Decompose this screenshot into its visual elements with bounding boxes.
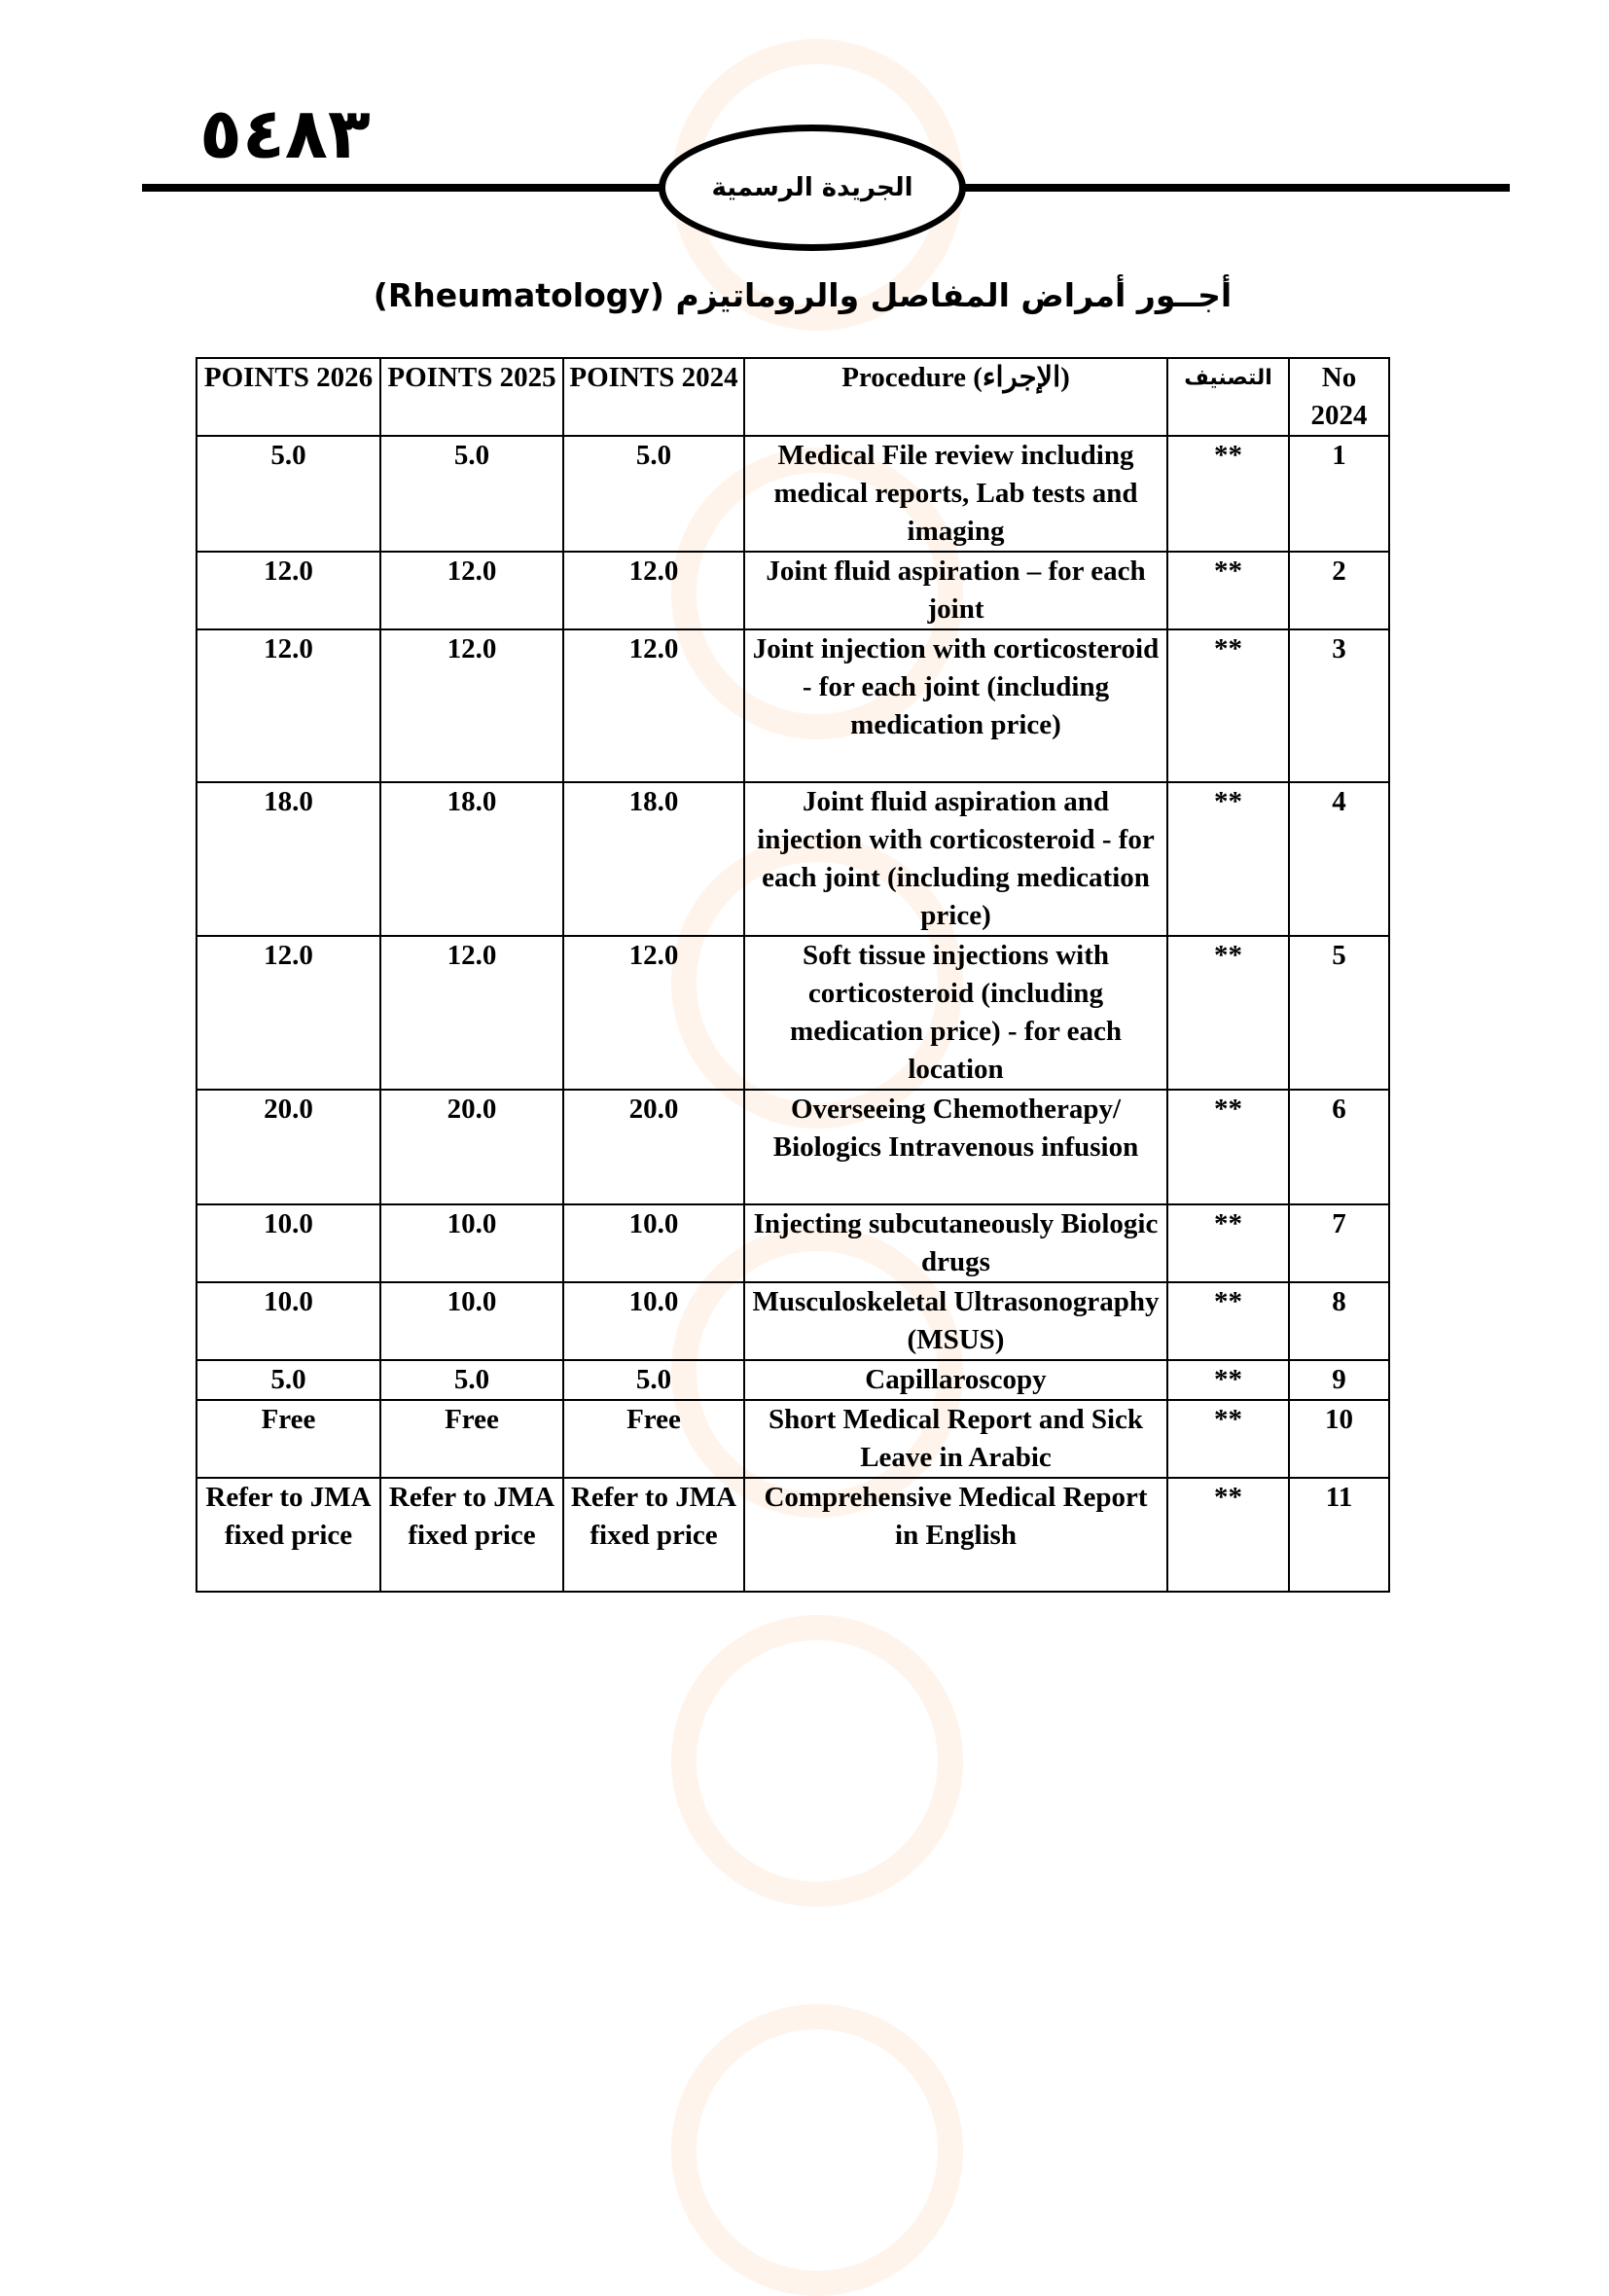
- points-2025-cell: 10.0: [380, 1204, 563, 1282]
- points-2024-cell: 5.0: [563, 1360, 744, 1400]
- watermark-clock: [671, 1615, 963, 1907]
- procedure-cell: Joint injection with corticosteroid - for each joint (including medication price): [744, 629, 1167, 782]
- page-number: ٥٤٨٣: [199, 92, 371, 174]
- publication-name: الجريدة الرسمية: [711, 173, 913, 202]
- points-2025-cell: 12.0: [380, 552, 563, 629]
- table-row: [197, 1360, 1389, 1400]
- header-classification: التصنيف: [1167, 358, 1289, 436]
- row-number-cell: 3: [1289, 629, 1389, 782]
- classification-cell: **: [1167, 1478, 1289, 1592]
- row-number-cell: 10: [1289, 1400, 1389, 1478]
- classification-cell: **: [1167, 1090, 1289, 1204]
- points-2024-cell: 5.0: [563, 436, 744, 552]
- points-2024-cell: Refer to JMA fixed price: [563, 1478, 744, 1592]
- points-2024-cell: 18.0: [563, 782, 744, 936]
- header-points-2024: POINTS 2024: [563, 358, 744, 436]
- classification-cell: **: [1167, 552, 1289, 629]
- points-2025-cell: 10.0: [380, 1282, 563, 1360]
- points-2024-cell: Free: [563, 1400, 744, 1478]
- classification-cell: **: [1167, 1282, 1289, 1360]
- points-2026-cell: 10.0: [197, 1282, 380, 1360]
- table-row: [197, 1282, 1389, 1360]
- points-2024-cell: 12.0: [563, 629, 744, 782]
- classification-cell: **: [1167, 629, 1289, 782]
- points-2025-cell: Free: [380, 1400, 563, 1478]
- procedure-cell: Overseeing Chemotherapy/ Biologics Intravenous infusion: [744, 1090, 1167, 1204]
- watermark-clock: [671, 2004, 963, 2296]
- points-2026-cell: 5.0: [197, 1360, 380, 1400]
- classification-cell: **: [1167, 1360, 1289, 1400]
- header-no: No 2024: [1289, 358, 1389, 436]
- row-number-cell: 7: [1289, 1204, 1389, 1282]
- classification-cell: **: [1167, 782, 1289, 936]
- procedure-cell: Injecting subcutaneously Biologic drugs: [744, 1204, 1167, 1282]
- points-2024-cell: 10.0: [563, 1282, 744, 1360]
- row-number-cell: 1: [1289, 436, 1389, 552]
- table-row: [197, 1204, 1389, 1282]
- procedure-cell: Joint fluid aspiration – for each joint: [744, 552, 1167, 629]
- fees-table: [196, 357, 1390, 1593]
- page-title: أجــور أمراض المفاصل والروماتيزم (Rheumatology): [373, 276, 1233, 314]
- classification-cell: **: [1167, 936, 1289, 1090]
- table-row: [197, 936, 1389, 1090]
- procedure-cell: Medical File review including medical reports, Lab tests and imaging: [744, 436, 1167, 552]
- points-2026-cell: 12.0: [197, 552, 380, 629]
- points-2024-cell: 12.0: [563, 936, 744, 1090]
- points-2025-cell: 18.0: [380, 782, 563, 936]
- row-number-cell: 11: [1289, 1478, 1389, 1592]
- points-2024-cell: 10.0: [563, 1204, 744, 1282]
- row-number-cell: 5: [1289, 936, 1389, 1090]
- row-number-cell: 6: [1289, 1090, 1389, 1204]
- procedure-cell: Short Medical Report and Sick Leave in Arabic: [744, 1400, 1167, 1478]
- points-2025-cell: 20.0: [380, 1090, 563, 1204]
- table-row: [197, 1090, 1389, 1204]
- procedure-cell: Musculoskeletal Ultrasonography (MSUS): [744, 1282, 1167, 1360]
- points-2025-cell: Refer to JMA fixed price: [380, 1478, 563, 1592]
- row-number-cell: 9: [1289, 1360, 1389, 1400]
- header-procedure: Procedure (الإجراء): [744, 358, 1167, 436]
- points-2025-cell: 12.0: [380, 936, 563, 1090]
- table-row: [197, 782, 1389, 936]
- points-2026-cell: 5.0: [197, 436, 380, 552]
- points-2026-cell: Refer to JMA fixed price: [197, 1478, 380, 1592]
- header-points-2025: POINTS 2025: [380, 358, 563, 436]
- points-2026-cell: 20.0: [197, 1090, 380, 1204]
- points-2024-cell: 12.0: [563, 552, 744, 629]
- points-2026-cell: Free: [197, 1400, 380, 1478]
- classification-cell: **: [1167, 1400, 1289, 1478]
- table-row: [197, 1400, 1389, 1478]
- procedure-cell: Joint fluid aspiration and injection with corticosteroid - for each joint (including medication price): [744, 782, 1167, 936]
- points-2025-cell: 5.0: [380, 1360, 563, 1400]
- row-number-cell: 4: [1289, 782, 1389, 936]
- procedure-cell: Soft tissue injections with corticosteroid (including medication price) - for each location: [744, 936, 1167, 1090]
- table-row: [197, 629, 1389, 782]
- points-2026-cell: 10.0: [197, 1204, 380, 1282]
- table-row: [197, 436, 1389, 552]
- points-2026-cell: 12.0: [197, 936, 380, 1090]
- points-2026-cell: 12.0: [197, 629, 380, 782]
- points-2025-cell: 12.0: [380, 629, 563, 782]
- table-row: [197, 552, 1389, 629]
- procedure-cell: Capillaroscopy: [744, 1360, 1167, 1400]
- publication-oval: [659, 125, 966, 251]
- table-header-row: [197, 358, 1389, 436]
- header-points-2026: POINTS 2026: [197, 358, 380, 436]
- points-2024-cell: 20.0: [563, 1090, 744, 1204]
- row-number-cell: 2: [1289, 552, 1389, 629]
- table-row: [197, 1478, 1389, 1592]
- procedure-cell: Comprehensive Medical Report in English: [744, 1478, 1167, 1592]
- row-number-cell: 8: [1289, 1282, 1389, 1360]
- classification-cell: **: [1167, 436, 1289, 552]
- points-2026-cell: 18.0: [197, 782, 380, 936]
- classification-cell: **: [1167, 1204, 1289, 1282]
- points-2025-cell: 5.0: [380, 436, 563, 552]
